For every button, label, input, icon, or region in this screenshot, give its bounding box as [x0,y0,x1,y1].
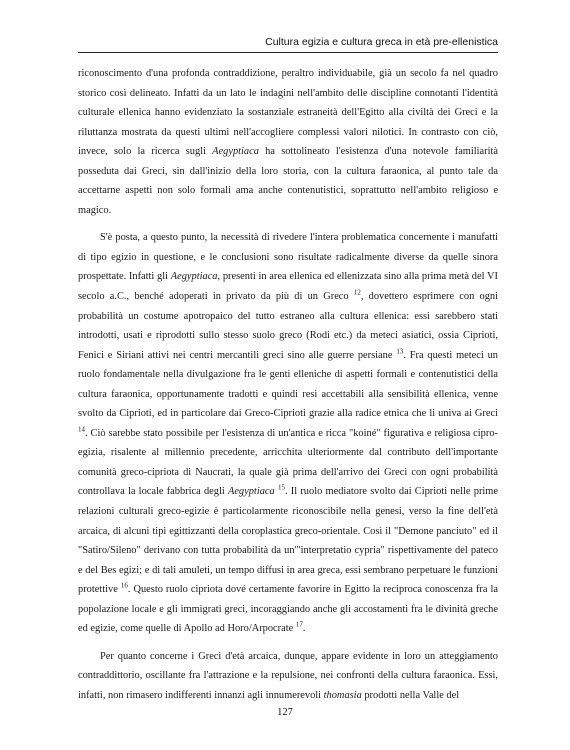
text-run: , presenti in area ellenica ed ellenizzata sino alla prima metà del VI secolo a.C., benché adoperati in privato da più di un Greco [78,271,498,303]
text-run: . Ciò sarebbe stato possibile per l'esistenza di un'antica e ricca "koiné" figurativa e religiosa cipro-egizia, risalente al millennio precedente, arricchita ulteriormente dal contributo dell'importante comunità greco-cipriota di Naucrati, la quale già prima dell'arrivo dei Greci con ogni probabilità controllava la locale fabbrica degli [78,427,498,498]
page-number: 127 [277,707,293,718]
footnote-ref: 15 [277,484,285,493]
italic-term: thomasia [323,689,362,701]
footnote-ref: 13 [396,347,404,356]
footnote-ref: 12 [353,288,361,297]
text-run: S'è posta, a questo punto, la necessità di rivedere l'intera problematica concernente i manufatti di tipo egizio in questione, e le conclusioni sono risultate radicalmente diverse da quelle sinora prospettate. Infatti gli [78,232,498,283]
paragraph [78,647,498,706]
italic-term: Aegyptiaca [227,486,275,498]
paragraph [78,64,498,220]
text-run: riconoscimento d'una profonda contraddizione, peraltro individuabile, già un secolo fa nel quadro storico così delineato. Infatti da un lato le indagini nell'ambito delle discipline connotanti l'identità culturale ellenica hanno evidenziato la sostanziale estraneità dell'Egitto alla civiltà dei Greci e la riluttanza mostrata da questi ultimi nell'accogliere complessi valori nilotici. In contrasto con ciò, invece, solo la ricerca sugli [78,68,498,158]
footnote-ref: 16 [120,581,128,590]
footnote-ref: 14 [78,425,85,434]
running-header: Cultura egizia e cultura greca in età pre-ellenistica [265,36,498,48]
italic-term: Aegyptiaca [170,271,218,283]
body-text [78,64,498,714]
text-run: . Il ruolo mediatore svolto dai Ciprioti nelle prime relazioni culturali greco-egizie è particolarmente riconoscibile nella genesi, verso la fine dell'età arcaica, di alcuni tipi egittizzanti della coroplastica greco-orientale. Così il "Demone panciuto" ed il "Satiro/Sileno" derivano con tutta probabilità da un"'interpretatio cypria" rispettivamente del pateco e del Bes egizi; e di tali amuleti, un tempo diffusi in area greca, essi sembrano perpetuare le funzioni protettive [78,486,499,596]
text-run: prodotti nella Valle del [361,689,460,701]
text-run: . Questo ruolo cipriota dové certamente favorire in Egitto la reciproca conoscenza fra la popolazione locale e gli immigrati greci, incoraggiando anche gli accostamenti fra le divinità greche ed egizie, come quelle di Apollo ad Horo/Arpocrate [78,584,498,635]
header-rule [78,52,498,53]
text-run: . Fra questi meteci un ruolo fondamentale nella divulgazione fra le genti elleniche di aspetti formali e contenutistici della cultura faraonica, opportunamente tradotti e quindi resi accettabili alla sensibilità ellenica, venne svolto da Ciprioti, ed in particolare dai Greco-Ciprioti grazie alla radice etnica che li univa ai Greci [78,349,498,420]
italic-term: Aegyptiaca [212,146,259,158]
text-run: . [302,623,306,635]
footnote-ref: 17 [295,620,303,629]
text-run: ha sottolineato l'esistenza d'una notevole familiarità posseduta dai Greci, sin dall'inizio della loro storia, con la cultura faraonica, al punto tale da accettarne aspetti non solo formali ama anche contenutistici, soprattutto nell'ambito religioso e magico. [78,146,498,216]
text-run: Per quanto concerne i Greci d'età arcaica, dunque, appare evidente in loro un atteggiamento contraddittorio, oscillante fra l'attrazione e la repulsione, nei confronti della cultura faraonica. Essi, infatti, non rimasero indifferenti innanzi agli innumerevoli [78,650,498,701]
paragraph [78,228,498,638]
text-run: , dovettero esprimere con ogni probabilità un costume apotropaico del tutto estraneo alla cultura ellenica: essi sarebbero stati introdotti, usati e riprodotti sullo stesso suolo greco (Rodi etc.) da meteci asiatici, ossia Ciprioti, Fenici e Siriani attivi nei centri mercantili greci sino alle guerre persiane [78,291,498,361]
